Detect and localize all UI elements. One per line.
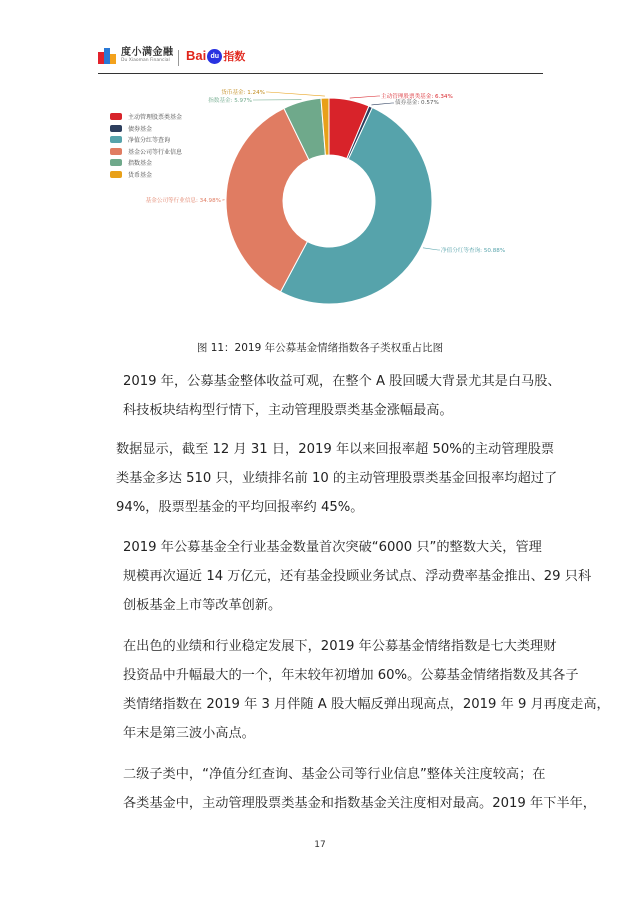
paragraph-line: 2019 年，公募基金整体收益可观，在整个 A 股回暖大背景尤其是白马股、 — [123, 374, 561, 389]
legend-item — [110, 111, 182, 123]
slice-data-label: 基金公司等行业信息: 34.98% — [145, 198, 221, 204]
legend-label: 主动管理股票类基金 — [128, 114, 183, 122]
slice-data-label: 主动管理股票类基金: 6.34% — [381, 94, 453, 100]
paragraph-line: 创板基金上市等改革创新。 — [123, 598, 282, 613]
legend-swatch — [110, 159, 122, 166]
slice-leader-line — [423, 248, 440, 250]
legend-swatch — [110, 136, 122, 143]
paragraph-line: 类情绪指数在 2019 年 3 月伴随 A 股大幅反弹出现高点，2019 年 9 月再度走高， — [123, 697, 610, 712]
baidu-logo-suffix: 指数 — [223, 51, 246, 63]
legend-label: 净值分红等查询 — [128, 137, 171, 145]
legend-item — [110, 134, 182, 146]
paragraph-line: 二级子类中，“净值分红查询、基金公司等行业信息”整体关注度较高；在 — [123, 767, 546, 782]
duxiaoman-logo-name: 度小满金融 — [121, 47, 174, 59]
paragraph-4 — [90, 632, 610, 748]
legend-label: 指数基金 — [128, 160, 153, 168]
legend-swatch — [110, 113, 122, 120]
paragraph-line: 2019 年公募基金全行业基金数量首次突破“6000 只”的整数大关，管理 — [123, 540, 542, 555]
slice-leader-line — [350, 96, 380, 98]
duxiaoman-logo-icon — [98, 48, 116, 64]
slice-leader-line — [222, 199, 224, 200]
paragraph-line: 投资品中升幅最大的一个，年末较年初增加 60%。公募基金情绪指数及其各子 — [123, 668, 579, 683]
duxiaoman-logo-subtitle: Du Xiaoman Financial — [121, 58, 170, 64]
legend-label: 基金公司等行业信息 — [128, 148, 183, 156]
chart-legend — [110, 111, 182, 180]
legend-item — [110, 169, 182, 181]
slice-leader-line — [266, 92, 325, 96]
legend-item — [110, 123, 182, 135]
baidu-index-logo — [186, 48, 245, 64]
paragraph-line: 数据显示，截至 12 月 31 日，2019 年以来回报率超 50%的主动管理股票 — [116, 442, 555, 457]
legend-label: 货币基金 — [128, 171, 153, 179]
paragraph-line: 类基金多达 510 只，业绩排名前 10 的主动管理股票类基金回报率均超过了 — [116, 471, 558, 486]
paragraph-line: 科技板块结构型行情下，主动管理股票类基金涨幅最高。 — [123, 403, 453, 418]
paragraph-1 — [90, 367, 561, 425]
slice-data-label: 债券基金: 0.57% — [395, 100, 439, 106]
paragraph-2 — [90, 435, 558, 522]
legend-item — [110, 146, 182, 158]
legend-swatch — [110, 125, 122, 132]
figure-caption: 图 11：2019 年公募基金情绪指数各子类权重占比图 — [196, 342, 444, 354]
duxiaoman-logo — [98, 48, 174, 64]
slice-data-label: 净值分红等查询: 50.88% — [441, 248, 506, 254]
paragraph-line: 年末是第三波小高点。 — [123, 726, 255, 741]
logo-divider — [178, 50, 179, 66]
page-header — [98, 46, 543, 72]
legend-label: 债券基金 — [128, 125, 153, 133]
legend-swatch — [110, 171, 122, 178]
paragraph-5 — [90, 760, 596, 818]
slice-data-label: 指数基金: 5.97% — [208, 98, 252, 104]
paragraph-line: 各类基金中，主动管理股票类基金和指数基金关注度相对最高。2019 年下半年， — [123, 796, 596, 811]
header-rule — [98, 73, 543, 74]
paragraph-line: 规模再次逼近 14 万亿元，还有基金投顾业务试点、浮动费率基金推出、29 只科 — [123, 569, 592, 584]
baidu-logo-bai: Bai — [186, 48, 207, 63]
slice-leader-line — [371, 103, 394, 105]
paragraph-line: 在出色的业绩和行业稳定发展下，2019 年公募基金情绪指数是七大类理财 — [123, 639, 557, 654]
page-number: 17 — [314, 840, 326, 850]
baidu-paw-icon: du — [207, 49, 222, 64]
legend-swatch — [110, 148, 122, 155]
legend-item — [110, 157, 182, 169]
paragraph-3 — [90, 533, 592, 620]
paragraph-line: 94%，股票型基金的平均回报率约 45%。 — [116, 500, 364, 515]
slice-data-label: 货币基金: 1.24% — [221, 90, 265, 96]
donut-chart — [0, 80, 640, 320]
